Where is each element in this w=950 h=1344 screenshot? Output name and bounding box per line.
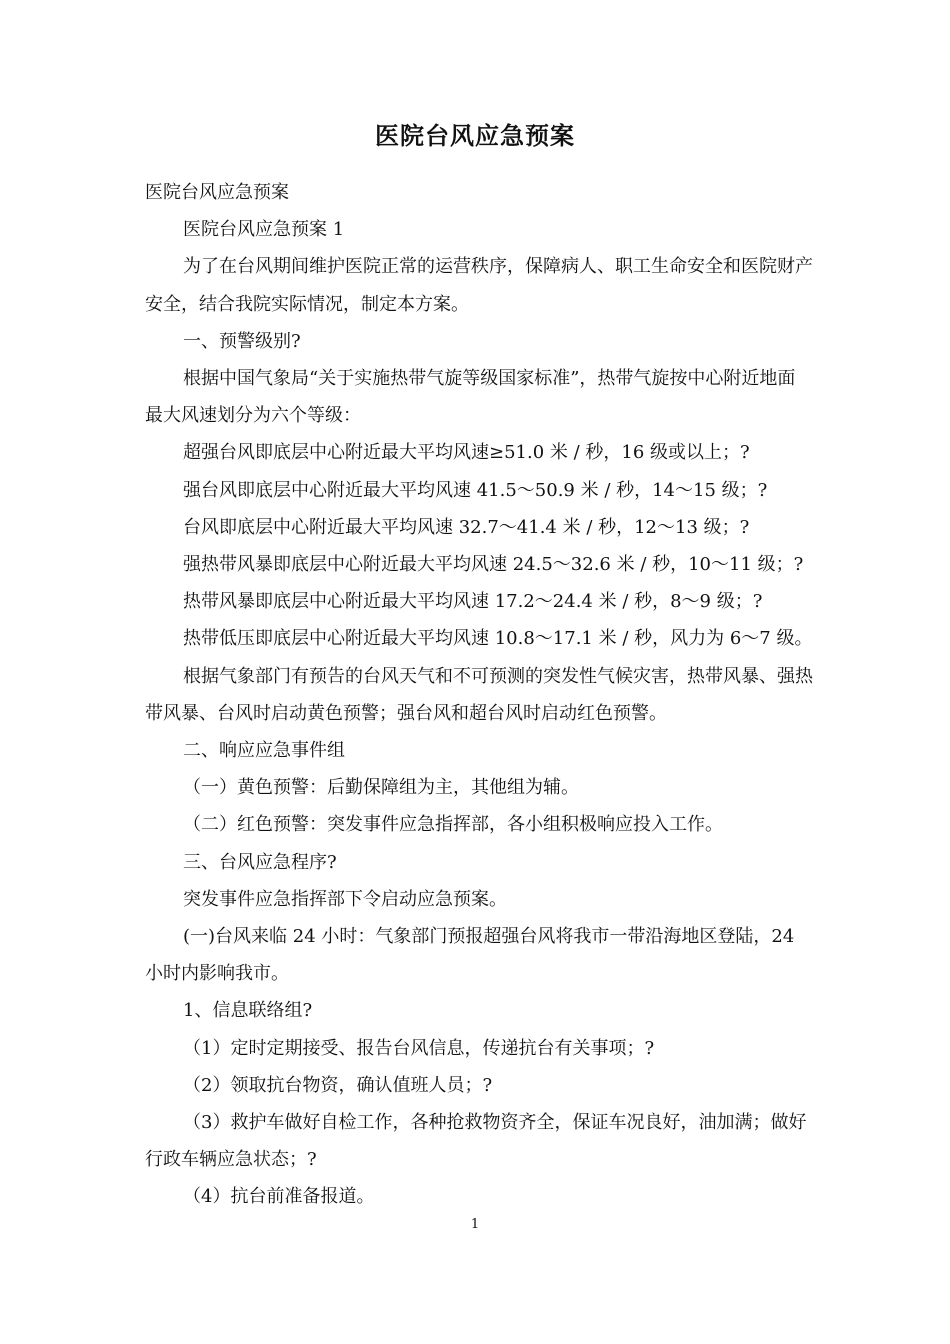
paragraph-warning-activation: 根据气象部门有预告的台风天气和不可预测的突发性气候灾害，热带风暴、强热带风暴、台风时启动黄色预警；强台风和超台风时启动红色预警。 <box>145 665 813 724</box>
list-item-level-tropical-storm: 热带风暴即底层中心附近最大平均风速 17.2～24.4 米 / 秒，8～9 级；? <box>183 591 763 613</box>
paragraph-24-hours: (一)台风来临 24 小时：气象部门预报超强台风将我市一带沿海地区登陆，24 小时内影响我市。 <box>145 926 795 985</box>
section-heading-warning-levels: 一、预警级别? <box>183 330 301 352</box>
section-heading-procedure: 三、台风应急程序? <box>183 851 337 873</box>
paragraph-subtitle: 医院台风应急预案 1 <box>183 219 345 241</box>
paragraph-standard: 根据中国气象局“关于实施热带气旋等级国家标准”，热带气旋按中心附近地面最大风速划分为六个等级： <box>145 368 796 427</box>
list-item-level-tropical-depression: 热带低压即底层中心附近最大平均风速 10.8～17.1 米 / 秒，风力为 6～7 级。 <box>183 628 813 650</box>
list-item-level-super-typhoon: 超强台风即底层中心附近最大平均风速≥51.0 米 / 秒，16 级或以上；? <box>183 442 750 464</box>
list-item-task-4: （4）抗台前准备报道。 <box>183 1186 375 1208</box>
subheading-info-liaison: 1、信息联络组? <box>183 1000 313 1022</box>
list-item-level-severe-tropical-storm: 强热带风暴即底层中心附近最大平均风速 24.5～32.6 米 / 秒，10～11 级；? <box>183 554 804 576</box>
paragraph-intro: 为了在台风期间维护医院正常的运营秩序，保障病人、职工生命安全和医院财产安全，结合我院实际情况，制定本方案。 <box>145 256 813 315</box>
document-title: 医院台风应急预案 <box>375 122 575 150</box>
list-item-level-severe-typhoon: 强台风即底层中心附近最大平均风速 41.5～50.9 米 / 秒，14～15 级；? <box>183 479 768 501</box>
page-number: 1 <box>470 1217 480 1232</box>
list-item-level-typhoon: 台风即底层中心附近最大平均风速 32.7～41.4 米 / 秒，12～13 级；? <box>183 516 750 538</box>
list-item-red-warning: （二）红色预警：突发事件应急指挥部，各小组积极响应投入工作。 <box>183 814 723 836</box>
list-item-task-1: （1）定时定期接受、报告台风信息，传递抗台有关事项；? <box>183 1037 655 1059</box>
section-heading-response-groups: 二、响应应急事件组 <box>183 740 345 762</box>
list-item-task-2: （2）领取抗台物资，确认值班人员；? <box>183 1074 493 1096</box>
list-item-task-3: （3）救护车做好自检工作，各种抢救物资齐全，保证车况良好，油加满；做好行政车辆应急状态；? <box>145 1112 807 1171</box>
paragraph-heading-repeat: 医院台风应急预案 <box>145 182 289 203</box>
list-item-yellow-warning: （一）黄色预警：后勤保障组为主，其他组为辅。 <box>183 777 579 799</box>
document-body <box>145 174 813 1216</box>
paragraph-command-order: 突发事件应急指挥部下令启动应急预案。 <box>183 888 507 910</box>
